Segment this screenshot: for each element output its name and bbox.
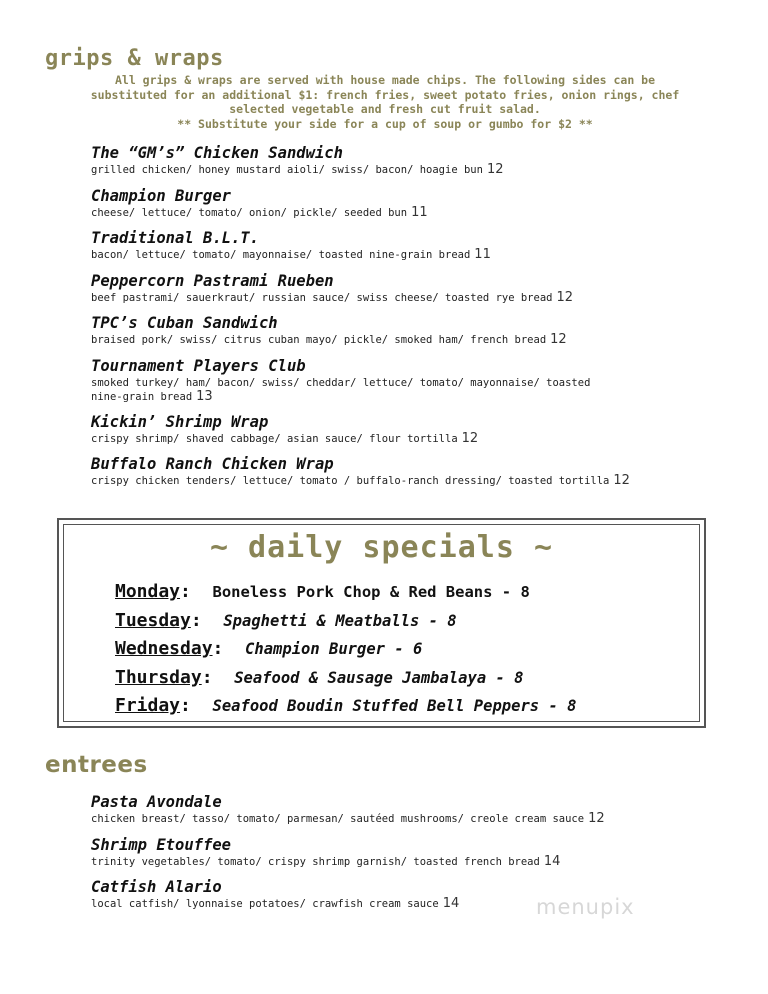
special-day: Monday — [115, 581, 181, 602]
item-description: grilled chicken/ honey mustard aioli/ swiss/ bacon/ hoagie bun 12 — [91, 162, 504, 177]
special-row: Thursday: Seafood & Sausage Jambalaya - 8 — [115, 666, 524, 688]
item-name: Pasta Avondale — [91, 793, 222, 811]
item-description: beef pastrami/ sauerkraut/ russian sauce/ swiss cheese/ toasted rye bread 12 — [91, 290, 574, 305]
menu-item — [91, 271, 751, 313]
menupix-watermark: menupix — [536, 895, 635, 919]
daily-specials-list — [115, 578, 695, 721]
item-description: smoked turkey/ ham/ bacon/ swiss/ cheddar/ lettuce/ tomato/ mayonnaise/ toasted nine-grain bread 13 — [91, 377, 591, 404]
menu-item — [91, 143, 751, 186]
item-name: Shrimp Etouffee — [91, 836, 231, 854]
menu-item — [91, 835, 751, 877]
item-price: 12 — [550, 332, 567, 347]
item-description: bacon/ lettuce/ tomato/ mayonnaise/ toasted nine-grain bread 11 — [91, 247, 491, 262]
item-name: The “GM’s” Chicken Sandwich — [91, 144, 343, 162]
grips-wraps-list — [91, 143, 751, 496]
intro-line: selected vegetable and fresh cut fruit salad. — [229, 102, 541, 116]
item-name: Buffalo Ranch Chicken Wrap — [91, 455, 334, 473]
menu-item — [91, 313, 751, 356]
item-name: TPC’s Cuban Sandwich — [91, 314, 278, 332]
menu-item — [91, 412, 751, 454]
daily-specials-box — [57, 518, 706, 728]
menu-item — [91, 454, 751, 496]
special-dish: Spaghetti & Meatballs - 8 — [223, 611, 457, 630]
special-day: Tuesday — [115, 609, 191, 631]
item-price: 12 — [588, 811, 605, 826]
grips-intro — [40, 73, 730, 131]
menu-item — [91, 792, 751, 835]
special-dish: Seafood & Sausage Jambalaya - 8 — [234, 668, 524, 687]
intro-line: substituted for an additional $1: french fries, sweet potato fries, onion rings, chef — [90, 87, 680, 102]
item-price: 11 — [411, 205, 428, 220]
special-day: Friday — [115, 695, 181, 716]
item-description: local catfish/ lyonnaise potatoes/ crawfish cream sauce 14 — [91, 896, 460, 911]
daily-specials-title: ~ daily specials ~ — [209, 530, 554, 565]
item-name: Champion Burger — [91, 187, 231, 205]
entrees-title: entrees — [45, 752, 148, 778]
special-day: Thursday — [115, 666, 202, 688]
item-price: 14 — [442, 896, 460, 911]
menu-item — [91, 186, 751, 228]
menu-item — [91, 228, 751, 271]
item-description: cheese/ lettuce/ tomato/ onion/ pickle/ seeded bun 11 — [91, 205, 428, 220]
special-row: Tuesday: Spaghetti & Meatballs - 8 — [115, 609, 457, 631]
item-description: chicken breast/ tasso/ tomato/ parmesan/ sautéed mushrooms/ creole cream sauce 12 — [91, 811, 605, 826]
item-price: 11 — [474, 247, 491, 262]
item-price: 12 — [556, 290, 574, 305]
item-description: crispy shrimp/ shaved cabbage/ asian sauce/ flour tortilla 12 — [91, 431, 479, 446]
grips-wraps-title: grips & wraps — [45, 46, 224, 71]
item-description: trinity vegetables/ tomato/ crispy shrimp garnish/ toasted french bread 14 — [91, 854, 561, 869]
item-price: 12 — [486, 162, 504, 177]
menu-item — [91, 877, 751, 919]
item-name: Traditional B.L.T. — [91, 229, 259, 247]
special-dish: Champion Burger - 6 — [245, 640, 423, 658]
item-description: crispy chicken tenders/ lettuce/ tomato / buffalo-ranch dressing/ toasted tortilla 12 — [91, 473, 630, 488]
item-name: Tournament Players Club — [91, 357, 306, 375]
menu-item — [91, 356, 751, 412]
item-name: Kickin’ Shrimp Wrap — [91, 413, 269, 431]
item-price: 14 — [543, 854, 561, 869]
item-price: 12 — [461, 431, 479, 446]
special-row: Friday: Seafood Boudin Stuffed Bell Peppers - 8 — [115, 695, 577, 716]
item-description: braised pork/ swiss/ citrus cuban mayo/ pickle/ smoked ham/ french bread 12 — [91, 332, 567, 347]
special-row: Monday: Boneless Pork Chop & Red Beans - 8 — [115, 581, 530, 602]
item-name: Catfish Alario — [91, 878, 222, 896]
item-price: 13 — [196, 389, 213, 404]
special-row: Wednesday: Champion Burger - 6 — [115, 638, 423, 659]
special-dish: Boneless Pork Chop & Red Beans - 8 — [212, 583, 530, 601]
intro-line: All grips & wraps are served with house made chips. The following sides can be — [114, 73, 656, 87]
entrees-list — [91, 792, 751, 919]
intro-line: ** Substitute your side for a cup of soup or gumbo for $2 ** — [177, 116, 593, 131]
item-price: 12 — [613, 473, 630, 488]
item-name: Peppercorn Pastrami Rueben — [91, 272, 334, 290]
special-day: Wednesday — [115, 638, 213, 659]
special-dish: Seafood Boudin Stuffed Bell Peppers - 8 — [212, 697, 577, 715]
